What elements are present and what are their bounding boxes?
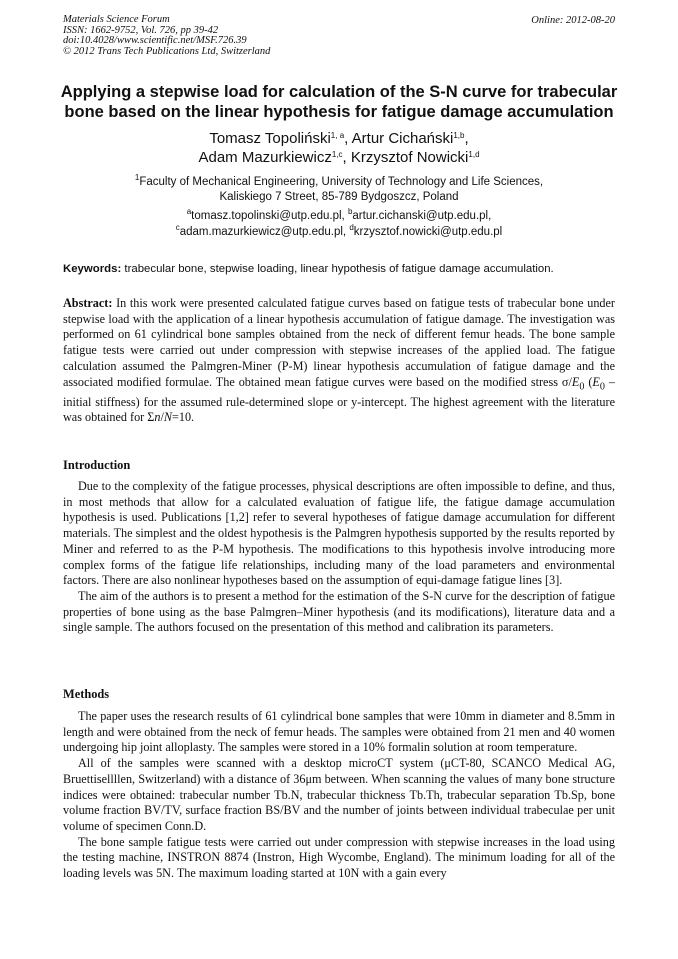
author-affil-mark: 1,c	[331, 150, 343, 159]
email-link[interactable]: artur.cichanski@utp.edu.pl,	[352, 210, 492, 222]
email-mark: a	[186, 207, 192, 216]
symbol-e: E	[592, 374, 600, 389]
abstract-text: =10.	[172, 410, 195, 425]
section-heading-methods: Methods	[63, 687, 110, 701]
abstract-text: (	[584, 374, 593, 389]
journal-name: Materials Science Forum	[63, 14, 170, 25]
journal-meta	[63, 15, 270, 57]
online-date: Online: 2012-08-20	[531, 15, 615, 26]
keywords	[63, 263, 623, 275]
abstract-text: – initial stiffness) for the assumed rule-determined slope or y-intercept. The highest agreement with the literature was obtained for Σ	[63, 374, 616, 425]
abstract-text: /	[160, 410, 164, 425]
issn-line: ISSN: 1662-9752, Vol. 726, pp 39-42	[63, 24, 219, 36]
doi-line: doi:10.4028/www.scientific.net/MSF.726.39	[63, 35, 247, 47]
section-heading-introduction: Introduction	[63, 458, 131, 472]
author-name: Krzysztof Nowicki	[350, 149, 469, 166]
introduction-body	[63, 479, 615, 636]
symbol-n: N	[163, 410, 172, 425]
paper-title	[40, 82, 638, 122]
keywords-label: Keywords:	[63, 263, 122, 275]
abstract-text: In this work were presented calculated fatigue curves based on fatigue tests of trabecular bone under stepwise load with the application of a linear hypothesis accumulation of fatigue damage. The investigation was performed on 61 cylindrical bone samples obtained from the neck of different femur heads. The bone sample fatigue tests were carried out under compression with stepwise increases of the applied load. The fatigue calculation assumed the Palmgren-Miner (P-M) linear hypothesis accumulation of fatigue damage and the associated modified formulae. The obtained mean fatigue curves were based on the modified stress σ/	[63, 296, 615, 389]
title-line-1: Applying a stepwise load for calculation of the S-N curve for trabecular	[60, 83, 618, 101]
copyright-line: © 2012 Trans Tech Publications Ltd, Switzerland	[63, 45, 271, 57]
email-mark: d	[349, 223, 354, 232]
paragraph: All of the samples were scanned with a desktop microCT system (μCT-80, SCANCO Medical AG, Bruettisellllen, Switzerland) with a distance of 36μm between. When scanning the values of many bone structure indices were obtained: trabecular number Tb.N, trabecular thickness Tb.Th, trabecular separation Tb.Sp, bone volume fraction BV/TV, surface fraction BS/BV and the number of joints between individual trabeculae per unit volume of specimen Conn.D.	[63, 756, 615, 833]
affiliation	[0, 175, 678, 205]
affil-line-2: Kaliskiego 7 Street, 85-789 Bydgoszcz, Poland	[219, 191, 459, 203]
symbol-sub: 0	[599, 380, 605, 392]
email-mark: c	[175, 223, 180, 232]
email-mark: b	[347, 207, 353, 216]
affil-line-1: Faculty of Mechanical Engineering, University of Technology and Life Sciences,	[139, 176, 544, 188]
abstract	[63, 296, 615, 426]
paragraph: The aim of the authors is to present a method for the estimation of the S-N curve for the description of fatigue properties of bone using as the base Palmgren–Miner hypothesis (and its modifications), literature data and a single sample. The authors focused on the presentation of this method and calibration its parameters.	[63, 588, 615, 635]
email-link[interactable]: krzysztof.nowicki@utp.edu.pl	[353, 226, 503, 238]
author-affil-mark: 1,d	[468, 150, 480, 159]
email-link[interactable]: adam.mazurkiewicz@utp.edu.pl,	[179, 226, 347, 238]
keywords-text: trabecular bone, stepwise loading, linear hypothesis of fatigue damage accumulation.	[124, 263, 554, 275]
symbol-sub: 0	[579, 380, 585, 392]
affil-mark: 1	[134, 173, 140, 182]
author-list: Tomasz Topoliński$^{1, a}$, Artur Cichański$^{1,b}$, Adam Mazurkiewicz$^{1,c}$, Krzysztof Nowicki$^{1,d}$	[198, 130, 480, 166]
title-line-2: bone based on the linear hypothesis for fatigue damage accumulation	[64, 103, 614, 121]
methods-body	[63, 709, 615, 882]
abstract-label: Abstract:	[63, 296, 113, 310]
author-name: Adam Mazurkiewicz	[198, 149, 332, 166]
author-affil-mark: 1,b	[453, 131, 465, 140]
author-name: Artur Cichański	[351, 130, 454, 147]
author-name: Tomasz Topoliński	[209, 130, 331, 147]
paragraph: Due to the complexity of the fatigue processes, physical descriptions are often impossible to define, and thus, in most methods that allow for a calculated evaluation of fatigue life, the fatigue damage accumulation hypothesis is used. Publications [1,2] refer to several hypotheses of fatigue damage accumulation for different materials. The simplest and the oldest hypothesis is the Palmgren hypothesis supported by the results reported by Miner and referred to as the P-M hypothesis. The modifications to this hypothesis involve introducing more complex forms of the fatigue life relationships, including many of the load parameters and environmental factors. There are also nonlinear hypotheses based on the assumption of equi-damage fatigue lines [3].	[63, 479, 615, 588]
email-link[interactable]: tomasz.topolinski@utp.edu.pl,	[191, 210, 345, 222]
paragraph: The paper uses the research results of 61 cylindrical bone samples that were 10mm in diameter and 8.5mm in length and were obtained from the neck of femur heads. The samples were obtained from 21 men and 40 women undergoing hip joint alloplasty. The samples were stored in a 10% formalin solution at room temperature.	[63, 709, 615, 755]
symbol-n: n	[154, 410, 161, 425]
symbol-e: E	[571, 374, 580, 389]
paragraph: The bone sample fatigue tests were carried out under compression with stepwise increases in the load using the testing machine, INSTRON 8874 (Instron, High Wycombe, England). The minimum loading for all of the loading levels was 5N. The maximum loading started at 10N with a gain every	[63, 834, 615, 881]
author-affil-mark: 1, a	[330, 131, 345, 140]
email-list	[0, 208, 678, 240]
